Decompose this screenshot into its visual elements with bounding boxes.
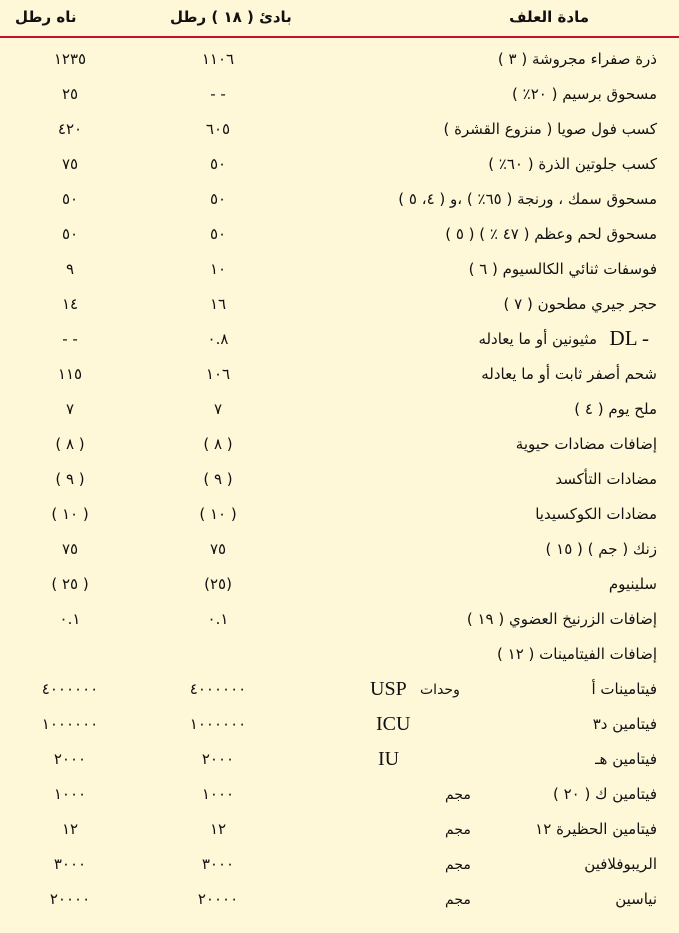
row-name: إضافات مضادات حيوية	[515, 435, 657, 453]
row-unit: IU	[378, 748, 400, 770]
table-row	[0, 816, 679, 850]
row-name: ذرة صفراء مجروشة ( ٣ )	[497, 50, 657, 68]
table-row	[0, 501, 679, 535]
row-starter: ١٦	[209, 295, 227, 313]
row-name: إضافات الفيتامينات ( ١٢ )	[497, 645, 657, 663]
row-starter: ٠.١	[207, 610, 229, 628]
row-starter: ٣٠٠٠	[201, 855, 235, 873]
row-grower: ٢٠٠٠	[53, 750, 87, 768]
row-name: فيتامين د٣	[592, 715, 657, 733]
table-row	[0, 81, 679, 115]
row-grower: ( ١٠ )	[51, 505, 89, 523]
row-starter: ٥٠	[209, 190, 227, 208]
row-grower: ( ٢٥ )	[51, 575, 89, 593]
row-starter: ٢٠٠٠٠	[197, 890, 239, 908]
row-grower: ٧٥	[61, 540, 79, 558]
row-starter: ١١٠٦	[201, 50, 235, 68]
table-row	[0, 221, 679, 255]
table-row	[0, 606, 679, 640]
row-grower: - -	[62, 330, 78, 348]
row-grower: ٣٠٠٠	[53, 855, 87, 873]
table-row	[0, 746, 679, 780]
table-row	[0, 326, 679, 360]
row-starter: ٧	[213, 400, 223, 418]
row-grower: ٤٠٠٠٠٠٠	[41, 680, 99, 698]
row-starter: ( ٨ )	[203, 435, 233, 453]
row-name: مثيونين أو ما يعادله	[478, 330, 597, 348]
table-row	[0, 466, 679, 500]
row-name: كسب جلوتين الذرة ( ٦٠٪ )	[488, 155, 657, 173]
row-unit-ar: وحدات	[420, 682, 460, 698]
row-name: مسحوق لحم وعظم ( ٤٧ ٪ ) ( ٥ )	[445, 225, 657, 243]
row-name: فيتامين ك ( ٢٠ )	[552, 785, 657, 803]
row-unit-ar: مجم	[445, 787, 471, 803]
table-row	[0, 46, 679, 80]
row-starter: ٤٠٠٠٠٠٠	[189, 680, 247, 698]
header-grower: ناه رطل	[15, 8, 77, 26]
row-grower: ٢٥	[61, 85, 79, 103]
table-row	[0, 886, 679, 920]
row-unit: ICU	[376, 713, 411, 735]
row-grower: ١١٥	[57, 365, 83, 383]
row-grower: ( ٩ )	[55, 470, 85, 488]
row-name: شحم أصفر ثابت أو ما يعادله	[481, 365, 657, 383]
row-name: مسحوق سمك ، ورنجة ( ٦٥٪ ) ،و ( ٤، ٥ )	[398, 190, 657, 208]
table-row	[0, 291, 679, 325]
row-starter: ٦٠٥	[205, 120, 231, 138]
row-grower: ٤٢٠	[57, 120, 83, 138]
table-row	[0, 676, 679, 710]
row-grower: ١٠٠٠	[53, 785, 87, 803]
row-starter: ( ١٠ )	[199, 505, 237, 523]
row-grower: ( ٨ )	[55, 435, 85, 453]
table-row	[0, 571, 679, 605]
header-starter: بادئ ( ١٨ ) رطل	[170, 8, 292, 26]
table-row	[0, 711, 679, 745]
row-starter: ٥٠	[209, 225, 227, 243]
row-grower: ٥٠	[61, 225, 79, 243]
row-unit-ar: مجم	[445, 857, 471, 873]
row-grower: ١٠٠٠٠٠٠	[41, 715, 99, 733]
table-row	[0, 641, 679, 675]
row-grower: ٥٠	[61, 190, 79, 208]
table-row	[0, 361, 679, 395]
row-name: مسحوق برسيم ( ٢٠٪ )	[512, 85, 657, 103]
table-row	[0, 396, 679, 430]
table-row	[0, 186, 679, 220]
row-grower: ٢٠٠٠٠	[49, 890, 91, 908]
row-starter: (٢٥)	[204, 575, 232, 593]
row-grower: ١٢	[61, 820, 79, 838]
row-grower: ٧٥	[61, 155, 79, 173]
table-row	[0, 116, 679, 150]
row-starter: ( ٩ )	[203, 470, 233, 488]
row-name: مضادات التأكسد	[555, 470, 657, 488]
table-row	[0, 536, 679, 570]
row-name: فيتامين الحظيرة ١٢	[535, 820, 657, 838]
header-feed-material: مادة العلف	[509, 8, 589, 26]
row-starter: ١٢	[209, 820, 227, 838]
row-name: سلينيوم	[608, 575, 657, 593]
row-starter: ١٠	[209, 260, 227, 278]
row-grower: ١٢٣٥	[53, 50, 87, 68]
row-starter: ٧٥	[209, 540, 227, 558]
row-starter: ١٠٠٠	[201, 785, 235, 803]
table-row	[0, 256, 679, 290]
row-unit-ar: مجم	[445, 892, 471, 908]
row-grower: ٧	[65, 400, 75, 418]
row-prefix: DL -	[609, 326, 649, 350]
row-grower: ١٤	[61, 295, 79, 313]
row-name: نياسين	[615, 890, 657, 908]
row-name: حجر جيري مطحون ( ٧ )	[503, 295, 657, 313]
row-grower: ٠.١	[59, 610, 81, 628]
row-name: الريبوفلافين	[584, 855, 657, 873]
row-name: إضافات الزرنيخ العضوي ( ١٩ )	[466, 610, 657, 628]
row-unit-ar: مجم	[445, 822, 471, 838]
row-name: فيتامينات أ	[591, 680, 657, 698]
row-unit: USP	[370, 678, 407, 700]
row-name: كسب فول صويا ( منزوع القشرة )	[443, 120, 657, 138]
table-row	[0, 781, 679, 815]
row-grower: ٩	[65, 260, 75, 278]
table-row	[0, 151, 679, 185]
row-name: فيتامين هـ	[595, 750, 657, 768]
table-row	[0, 431, 679, 465]
row-starter: - -	[210, 85, 226, 103]
row-starter: ١٠٠٠٠٠٠	[189, 715, 247, 733]
row-starter: ٠.٨	[207, 330, 229, 348]
table-row	[0, 851, 679, 885]
row-name: زنك ( جم ) ( ١٥ )	[545, 540, 657, 558]
row-name: فوسفات ثنائي الكالسيوم ( ٦ )	[468, 260, 657, 278]
row-starter: ٥٠	[209, 155, 227, 173]
row-name: ملح يوم ( ٤ )	[574, 400, 657, 418]
row-name: مضادات الكوكسيديا	[535, 505, 657, 523]
row-starter: ٢٠٠٠	[201, 750, 235, 768]
row-starter: ١٠٦	[205, 365, 231, 383]
header-divider	[0, 36, 679, 38]
table-header	[0, 0, 679, 38]
